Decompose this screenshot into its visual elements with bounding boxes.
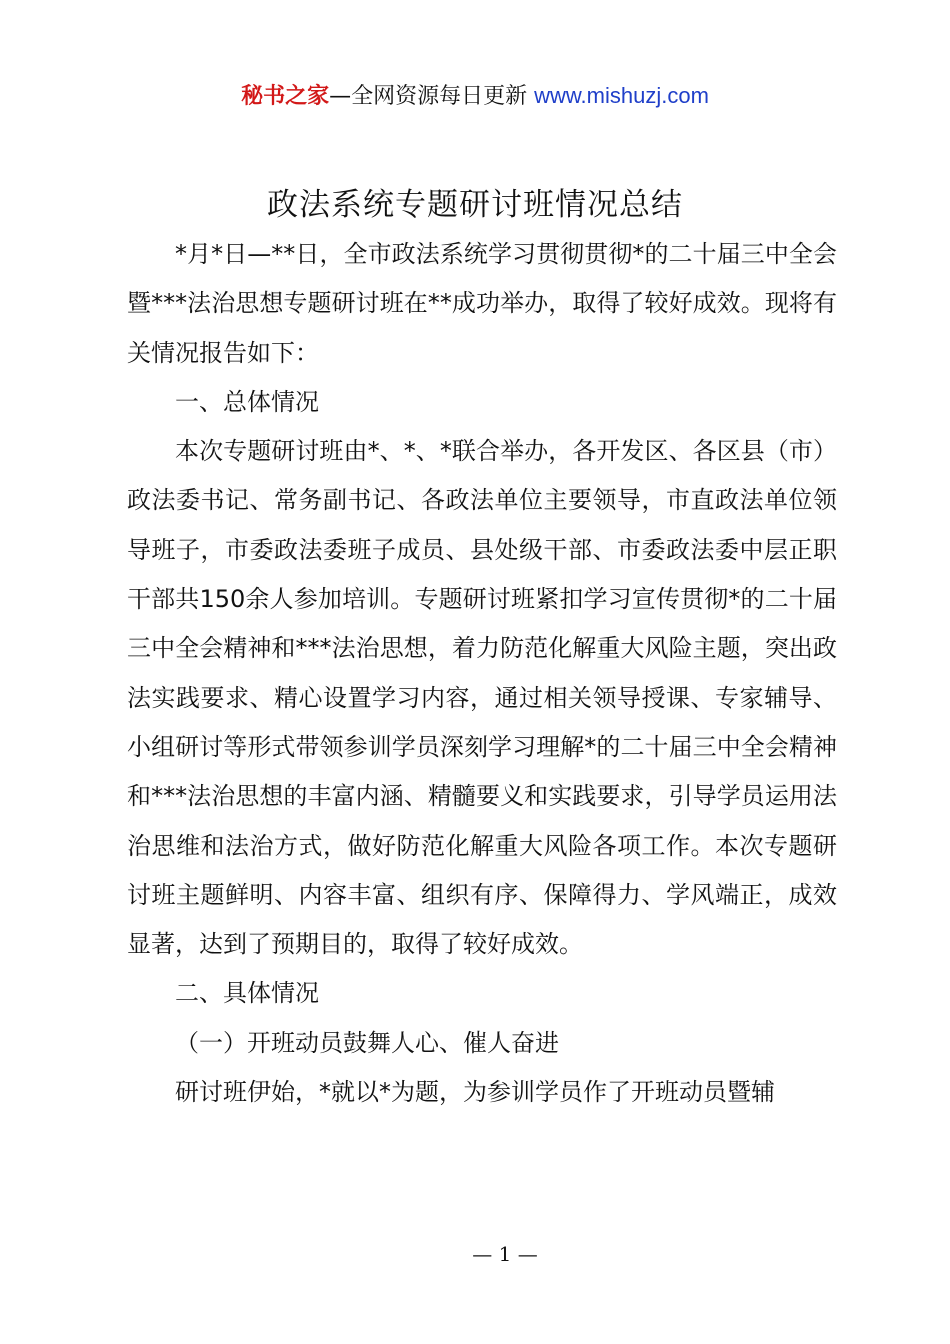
section-heading-details: 二、具体情况 <box>175 979 319 1008</box>
intro-paragraph: *月*日—**日，全市政法系统学习贯彻贯彻*的二十届三中全会暨***法治思想专题研讨班在**成功举办，取得了较好成效。现将有关情况报告如下： <box>127 240 837 367</box>
document-body <box>127 230 837 1117</box>
subsection-heading-opening: （一）开班动员鼓舞人心、催人奋进 <box>175 1028 559 1057</box>
section-heading-overall: 一、总体情况 <box>175 387 319 416</box>
brand-name: 秘书之家 <box>241 84 330 109</box>
site-url-link[interactable]: www.mishuzj.com <box>534 83 709 108</box>
opening-paragraph: 研讨班伊始，*就以*为题，为参训学员作了开班动员暨辅 <box>175 1078 775 1107</box>
overall-paragraph: 本次专题研讨班由*、*、*联合举办，各开发区、各区县（市）政法委书记、常务副书记、各政法单位主要领导，市直政法单位领导班子，市委政法委班子成员、县处级干部、市委政法委中层正职干部共150余人参加培训。专题研讨班紧扣学习宣传贯彻*的二十届三中全会精神和***法治思想，着力防范化解重大风险主题，突出政法实践要求、精心设置学习内容，通过相关领导授课、专家辅导、小组研讨等形式带领参训学员深刻学习理解*的二十届三中全会精神和***法治思想的丰富内涵、精髓要义和实践要求，引导学员运用法治思维和法治方式，做好防范化解重大风险各项工作。本次专题研讨班主题鲜明、内容丰富、组织有序、保障得力、学风端正，成效显著，达到了预期目的，取得了较好成效。 <box>127 437 837 959</box>
site-banner <box>0 80 950 113</box>
page-number: — 1 — <box>472 1242 538 1266</box>
banner-tagline: —全网资源每日更新 <box>329 84 528 109</box>
document-title: 政法系统专题研讨班情况总结 <box>267 187 683 223</box>
